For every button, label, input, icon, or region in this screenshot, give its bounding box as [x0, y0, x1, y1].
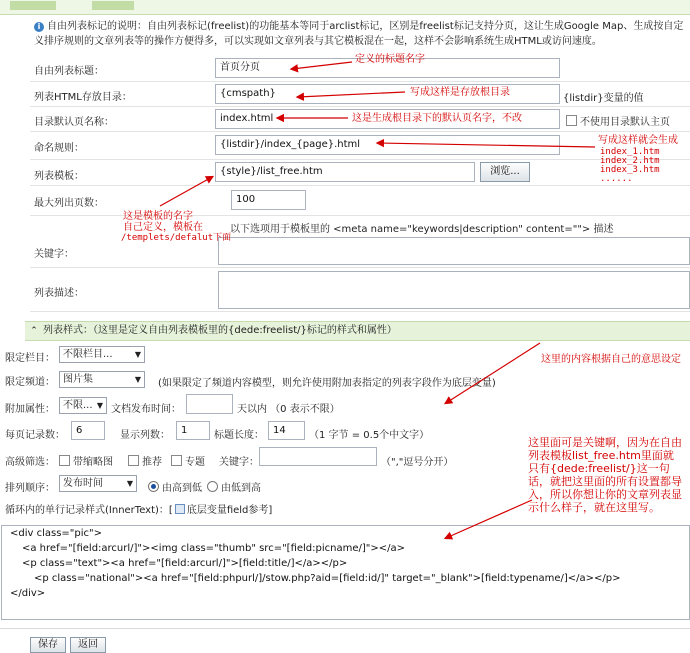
top-tab-strip: [0, 0, 690, 15]
innertext-close: ]: [268, 505, 273, 516]
annotation-template-line2: 自己定义，模板在: [123, 222, 203, 233]
channel-select[interactable]: 图片集 ▼: [59, 371, 145, 388]
annotation-innertext: 这里面可是关键啊，因为在自由列表模板list_free.htm里面就只有{dede:freelist/}这一句话，就把这里面的所有设置都导入，所以你想让你的文章列表显示什么样子，就在这里写。: [528, 436, 682, 514]
dropdown-arrow-icon: ▼: [126, 479, 133, 488]
save-button[interactable]: 保存: [30, 637, 66, 653]
annotation-template-line1: 这是模板的名字: [123, 211, 193, 222]
channel-note: (如果限定了频道内容模型，则允许使用附加表指定的列表字段作为底层变量): [158, 378, 496, 389]
annotation-naming: 写成这样就会生成: [598, 135, 678, 146]
tab-inactive[interactable]: [92, 1, 134, 10]
generated-file: index_1.htm: [600, 147, 660, 157]
keywords-label: 关键字：: [34, 249, 74, 260]
template-input[interactable]: {style}/list_free.htm: [215, 162, 475, 182]
freelist-form: [30, 53, 690, 313]
column-select[interactable]: 不限栏目... ▼: [59, 346, 145, 363]
innertext-label: 循环内的单行记录样式(InnerText)：[: [5, 505, 173, 516]
attr-label: 附加属性：: [5, 404, 55, 415]
kw-label: 关键字：: [219, 457, 259, 468]
dir-suffix: {listdir}变量的值: [563, 93, 644, 104]
naming-row: [30, 131, 690, 160]
annotation-title: 定义的标题名字: [355, 54, 425, 65]
innertext-textarea[interactable]: [1, 525, 690, 620]
attr-select[interactable]: 不限... ▼: [59, 397, 107, 414]
description-text: i 自由列表标记的说明：自由列表标记(freelist)的功能基本等同于arclist标记，区别是freelist标记支持分页，这让生成Google Map、生成按自定义排序规则的文章列表等的操作方便得多，可以实现如文章列表与其它模板混在一起，这样不会影响系统生成HTML或访问速度。: [34, 21, 684, 47]
back-button[interactable]: 返回: [70, 637, 106, 653]
collapse-icon[interactable]: ⌃: [30, 326, 38, 336]
channel-row: [1, 366, 666, 390]
naming-input[interactable]: {listdir}/index_{page}.html: [215, 135, 560, 155]
annotation-dir: 写成这样是存放根目录: [410, 87, 510, 98]
browse-button[interactable]: 浏览...: [480, 162, 530, 182]
info-icon: i: [34, 22, 44, 32]
meta-note: 以下选项用于模板里的 <meta name="keywords|description" content=""> 描述: [230, 224, 614, 235]
pubtime-input[interactable]: [186, 394, 233, 414]
code-line: <p class="text"><a href="[field:arcurl/]">[field:title/]</a></p>: [22, 558, 348, 569]
filter-thumb-checkbox[interactable]: [59, 455, 70, 466]
list-desc-textarea[interactable]: [218, 271, 690, 309]
generated-file: index_2.htm: [600, 156, 660, 166]
help-icon: [175, 504, 185, 514]
attr-row: [1, 393, 666, 417]
generated-file: index_3.htm: [600, 165, 660, 175]
perpage-input[interactable]: 6: [71, 421, 105, 440]
titlelen-label: 标题长度：: [214, 430, 264, 441]
title-label: 自由列表标题：: [34, 66, 104, 77]
code-line: <p class="national"><a href="[field:phpurl/]/stow.php?aid=[field:id/]" target="_blank">[field:typename/]</a></p>: [34, 573, 621, 584]
channel-label: 限定频道：: [5, 377, 55, 388]
filter-thumb-option[interactable]: 带缩略图: [59, 453, 113, 468]
filter-recommend-option[interactable]: 推荐: [128, 453, 162, 468]
bottom-button-bar: [0, 628, 690, 650]
no-default-label: 不使用目录默认主页: [580, 117, 670, 128]
no-default-option[interactable]: [566, 113, 670, 128]
cols-label: 显示列数：: [120, 430, 170, 441]
filter-label: 高级筛选：: [5, 457, 55, 468]
dropdown-arrow-icon: ▼: [96, 401, 103, 410]
perpage-label: 每页记录数：: [5, 430, 65, 441]
order-asc-radio[interactable]: [207, 481, 218, 492]
order-asc-option[interactable]: 由低到高: [207, 479, 261, 494]
field-reference-link[interactable]: 底层变量field参考: [186, 505, 269, 516]
code-line: <div class="pic">: [10, 528, 103, 539]
title-input[interactable]: 首页分页: [215, 58, 560, 78]
titlelen-note: （1 字节 = 0.5个中文字）: [309, 430, 430, 441]
no-default-checkbox[interactable]: [566, 115, 577, 126]
default-page-label: 目录默认页名称：: [34, 117, 114, 128]
dir-row: [30, 81, 690, 107]
annotation-style: 这里的内容根据自己的意思设定: [541, 354, 681, 365]
dropdown-arrow-icon: ▼: [134, 375, 141, 384]
pubtime-label: 文档发布时间：: [111, 404, 181, 415]
order-desc-radio[interactable]: [148, 481, 159, 492]
generated-file: ......: [600, 174, 633, 184]
list-desc-row: [30, 267, 690, 312]
column-label: 限定栏目：: [5, 353, 55, 364]
template-label: 列表模板：: [34, 171, 84, 182]
maxpages-input[interactable]: 100: [231, 190, 306, 210]
naming-label: 命名规则：: [34, 143, 84, 154]
filter-recommend-checkbox[interactable]: [128, 455, 139, 466]
list-desc-label: 列表描述：: [34, 288, 84, 299]
pubtime-suffix: 天以内 （0 表示不限）: [237, 404, 340, 415]
filter-special-checkbox[interactable]: [171, 455, 182, 466]
maxpages-label: 最大列出页数：: [34, 198, 104, 209]
order-select[interactable]: 发布时间 ▼: [59, 475, 137, 492]
order-label: 排列顺序：: [5, 483, 55, 494]
code-line: </div>: [10, 588, 46, 599]
code-line: <a href="[field:arcurl/]"><img class="thumb" src="[field:picname/]"></a>: [22, 543, 406, 554]
list-style-section-header[interactable]: [25, 321, 690, 341]
kw-input[interactable]: [259, 447, 377, 466]
dropdown-arrow-icon: ▼: [134, 350, 141, 359]
default-page-input[interactable]: index.html: [215, 109, 560, 129]
template-row: [30, 156, 690, 186]
dir-label: 列表HTML存放目录：: [34, 92, 132, 103]
section-title: 列表样式：（这里是定义自由列表模板里的{dede:freelist/}标记的样式和属性）: [43, 325, 397, 336]
cols-input[interactable]: 1: [176, 421, 210, 440]
kw-note: （","逗号分开）: [381, 457, 454, 468]
tab-active[interactable]: [10, 1, 56, 10]
annotation-template-line3: /templets/defalut下面: [121, 233, 232, 243]
annotation-default-page: 这是生成根目录下的默认页名字，不改: [352, 113, 522, 124]
annotation-generated-files: [600, 148, 660, 184]
keywords-textarea[interactable]: [218, 237, 690, 265]
dir-input[interactable]: {cmspath}: [215, 84, 560, 104]
order-desc-option[interactable]: 由高到低: [148, 479, 202, 494]
filter-special-option[interactable]: 专题: [171, 453, 205, 468]
titlelen-input[interactable]: 14: [268, 421, 305, 440]
